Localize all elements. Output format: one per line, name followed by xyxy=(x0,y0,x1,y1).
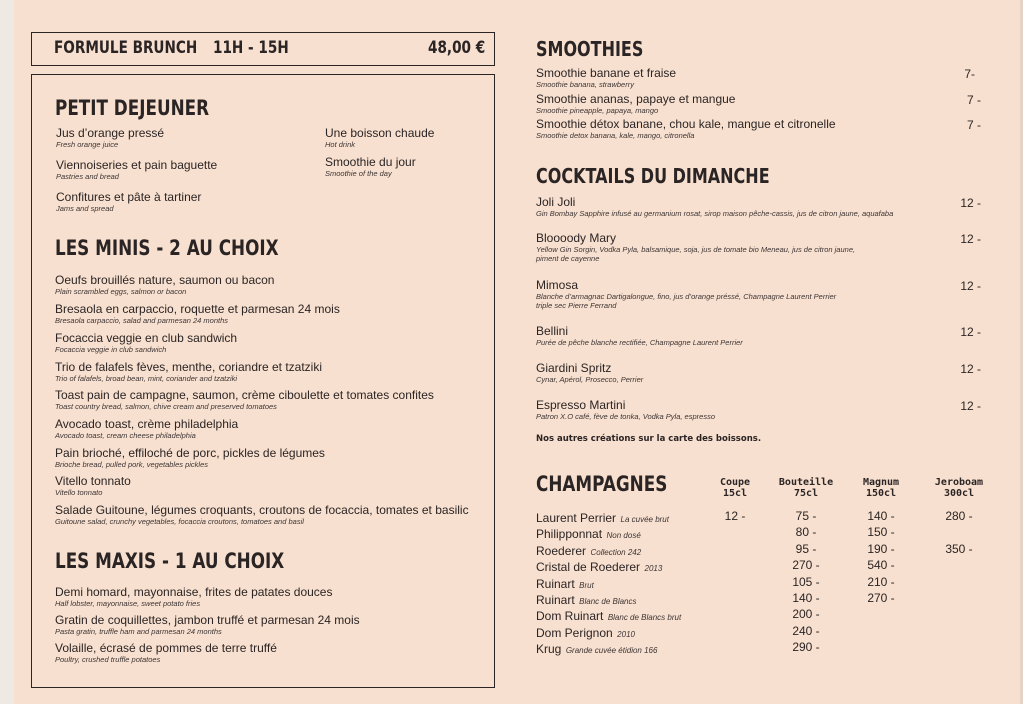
item-name: Smoothie ananas, papaye et mangue xyxy=(536,92,736,106)
champagne-name: Roederer xyxy=(536,543,587,558)
item-name: Joli Joli xyxy=(536,195,576,209)
champagne-qualifier: 2010 xyxy=(617,629,635,639)
item-price: 12 - xyxy=(960,232,981,246)
item-translation: Smoothie detox banana, kale, mango, citronella xyxy=(536,131,695,140)
minis-list xyxy=(55,274,469,533)
item-translation: Yellow Gin Sorgin, Vodka Pyla, balsamique, soja, jus de tomate bio Meneau, jus de citron jaune, xyxy=(536,245,856,254)
formule-hours-wrap xyxy=(213,38,308,58)
price-coupe: 12 - xyxy=(724,509,746,523)
minis-title-wrap xyxy=(55,236,334,260)
champagne-qualifier: Blanc de Blancs brut xyxy=(607,613,682,623)
champagne-qualifier: Collection 242 xyxy=(590,547,642,557)
petit-dejeuner-right-0 xyxy=(325,127,434,149)
table-row xyxy=(536,607,996,623)
cocktail-bellini xyxy=(536,325,981,347)
smoothies-list xyxy=(536,67,981,143)
item-translation: Purée de pêche blanche rectifiée, Champagne Laurent Perrier xyxy=(536,338,743,347)
item-translation: Brioche bread, pulled pork, vegetables pickles xyxy=(55,460,209,469)
champagnes-title: CHAMPAGNES xyxy=(536,472,668,496)
item-name: Viennoiseries et pain baguette xyxy=(56,158,218,172)
item-translation: Pasta gratin, truffle ham and parmesan 24 months xyxy=(55,627,222,636)
item-name: Oeufs brouillés nature, saumon ou bacon xyxy=(55,273,275,287)
champagne-qualifier: Non dosé xyxy=(606,531,641,541)
item-name: Giardini Spritz xyxy=(536,361,612,375)
price-magnum: 140 - xyxy=(867,509,895,523)
item-name: Volaille, écrasé de pommes de terre truffé xyxy=(55,641,277,655)
price-bouteille: 200 - xyxy=(792,607,820,622)
menu-item xyxy=(55,642,360,670)
menu-item xyxy=(55,332,469,361)
cocktail-espresso-martini xyxy=(536,399,981,421)
item-price: 7 - xyxy=(966,118,981,132)
col-head-coupe xyxy=(710,477,760,499)
cocktail-bloody-mary xyxy=(536,232,981,263)
petit-dejeuner-title: PETIT DEJEUNER xyxy=(55,96,210,120)
table-row xyxy=(536,509,996,525)
item-translation: Half lobster, mayonnaise, sweet potato fries xyxy=(55,599,201,608)
petit-dejeuner-right-1 xyxy=(325,156,416,178)
menu-item xyxy=(55,614,360,642)
champagne-name: Philipponnat xyxy=(536,527,603,542)
item-price: 7- xyxy=(964,67,975,81)
menu-item xyxy=(55,475,469,504)
menu-item xyxy=(536,118,981,143)
price-bouteille: 105 - xyxy=(792,574,820,589)
item-name: Mimosa xyxy=(536,278,579,292)
formule-title-wrap xyxy=(54,38,233,58)
item-translation: Avocado toast, cream cheese philadelphia xyxy=(55,431,196,440)
cocktails-title: COCKTAILS DU DIMANCHE xyxy=(536,164,770,188)
price-jeroboam: 350 - xyxy=(945,541,973,556)
champagne-qualifier: 2013 xyxy=(644,564,663,574)
champagne-qualifier: Blanc de Blancs xyxy=(579,596,637,606)
price-bouteille: 270 - xyxy=(792,558,820,573)
item-name: Jus d’orange pressé xyxy=(56,126,165,140)
item-translation: piment de cayenne xyxy=(536,254,600,263)
item-translation: Gin Bombay Sapphire infusé au germanium rosat, sirop maison pêche-cassis, jus de citron jaune, aquafaba xyxy=(536,209,894,218)
item-translation: Cynar, Apérol, Prosecco, Perrier xyxy=(536,375,644,384)
menu-item xyxy=(55,274,469,303)
cocktail-mimosa xyxy=(536,279,981,310)
formule-price: 48,00 € xyxy=(428,38,486,58)
champagne-name: Cristal de Roederer xyxy=(536,560,641,575)
table-row xyxy=(536,624,996,640)
col-head-label: Coupe xyxy=(719,477,751,488)
item-translation: Fresh orange juice xyxy=(56,140,119,149)
item-translation: Jams and spread xyxy=(56,204,114,213)
col-head-jeroboam xyxy=(925,477,993,499)
cocktail-giardini-spritz xyxy=(536,362,981,384)
menu-item xyxy=(55,303,469,332)
maxis-title-wrap xyxy=(55,549,342,573)
item-price: 7 - xyxy=(966,93,981,107)
item-price: 12 - xyxy=(960,399,981,413)
table-row xyxy=(536,575,996,591)
price-magnum: 210 - xyxy=(867,574,895,589)
item-price: 12 - xyxy=(960,196,981,210)
price-bouteille: 95 - xyxy=(795,541,817,556)
menu-item xyxy=(55,447,469,475)
menu-item xyxy=(55,418,469,447)
item-name: Avocado toast, crème philadelphia xyxy=(55,417,239,431)
item-name: Bellini xyxy=(536,324,569,338)
price-magnum: 540 - xyxy=(867,558,895,573)
col-head-bouteille xyxy=(773,477,839,499)
item-name: Smoothie du jour xyxy=(325,155,416,169)
item-name: Gratin de coquillettes, jambon truffé et parmesan 24 mois xyxy=(55,613,360,627)
item-translation: Focaccia veggie in club sandwich xyxy=(55,345,167,354)
item-name: Smoothie détox banane, chou kale, mangue et citronelle xyxy=(536,117,836,131)
champagne-qualifier: Brut xyxy=(579,580,594,590)
champagne-qualifier: La cuvée brut xyxy=(620,515,669,524)
col-head-size: 15cl xyxy=(722,488,748,499)
menu-item xyxy=(55,361,469,389)
petit-dejeuner-left-2 xyxy=(56,191,201,213)
table-row xyxy=(536,640,996,656)
item-price: 12 - xyxy=(960,362,981,376)
menu-item xyxy=(55,586,360,614)
col-head-size: 300cl xyxy=(943,488,975,499)
item-name: Toast pain de campagne, saumon, crème ciboulette et tomates confites xyxy=(55,388,434,402)
price-magnum: 150 - xyxy=(867,525,895,540)
cocktails-note: Nos autres créations sur la carte des boissons. xyxy=(536,434,762,444)
petit-dejeuner-left-0 xyxy=(56,127,164,149)
champagne-name: Laurent Perrier xyxy=(536,511,617,525)
formule-hours: 11H - 15H xyxy=(213,38,289,58)
item-translation: Hot drink xyxy=(325,140,356,149)
col-head-size: 75cl xyxy=(793,488,819,499)
maxis-title: LES MAXIS - 1 AU CHOIX xyxy=(55,549,285,573)
table-row xyxy=(536,542,996,558)
item-name: Smoothie banane et fraise xyxy=(536,66,677,80)
item-name: Focaccia veggie en club sandwich xyxy=(55,331,238,345)
smoothies-title: SMOOTHIES xyxy=(536,37,644,61)
item-translation: Patron X.O café, fève de tonka, Vodka Pyla, espresso xyxy=(536,412,715,421)
menu-item xyxy=(55,389,469,418)
col-head-label: Bouteille xyxy=(778,477,834,488)
item-name: Espresso Martini xyxy=(536,398,626,412)
item-translation: Poultry, crushed truffle potatoes xyxy=(55,655,161,664)
item-price: 12 - xyxy=(960,279,981,293)
item-translation: Guitoune salad, crunchy vegetables, focaccia croutons, tomatoes and basil xyxy=(55,517,304,526)
item-name: Pain brioché, effiloché de porc, pickles de légumes xyxy=(55,446,325,460)
champagne-name: Ruinart xyxy=(536,576,575,591)
champagne-table xyxy=(536,509,996,657)
item-name: Trio de falafels fèves, menthe, coriandre et tzatziki xyxy=(55,360,323,374)
item-name: Vitello tonnato xyxy=(55,474,131,488)
item-name: Confitures et pâte à tartiner xyxy=(56,190,202,204)
item-translation: Plain scrambled eggs, salmon or bacon xyxy=(55,287,187,296)
item-translation: Pastries and bread xyxy=(56,172,119,181)
item-name: Une boisson chaude xyxy=(325,126,435,140)
cocktail-joli-joli xyxy=(536,196,981,218)
item-translation: triple sec Pierre Ferrand xyxy=(536,301,617,310)
item-name: Bresaola en carpaccio, roquette et parmesan 24 mois xyxy=(55,302,340,316)
item-translation: Trio of falafels, broad bean, mint, coriander and tzatziki xyxy=(55,374,238,383)
page-left-margin xyxy=(0,0,14,704)
table-row xyxy=(536,525,996,541)
col-head-label: Magnum xyxy=(862,477,900,488)
petit-dejeuner-title-wrap xyxy=(55,96,248,120)
champagnes-title-wrap xyxy=(536,472,700,496)
item-translation: Bresaola carpaccio, salad and parmesan 24 months xyxy=(55,316,229,325)
menu-item xyxy=(536,67,981,93)
minis-title: LES MINIS - 2 AU CHOIX xyxy=(55,236,279,260)
price-bouteille: 75 - xyxy=(795,509,817,523)
maxis-list xyxy=(55,586,360,670)
champagne-name: Dom Perignon xyxy=(536,625,613,640)
col-head-size: 150cl xyxy=(865,488,897,499)
item-translation: Vitello tonnato xyxy=(55,488,103,497)
menu-item xyxy=(536,93,981,118)
item-name: Demi homard, mayonnaise, frites de patates douces xyxy=(55,585,333,599)
price-bouteille: 140 - xyxy=(792,590,820,605)
price-bouteille: 240 - xyxy=(792,623,820,638)
price-magnum: 190 - xyxy=(867,541,895,556)
item-name: Salade Guitoune, légumes croquants, croutons de focaccia, tomates et basilic xyxy=(55,503,469,517)
cocktails-title-wrap xyxy=(536,164,828,188)
item-translation: Smoothie banana, strawberry xyxy=(536,80,634,89)
table-row xyxy=(536,591,996,607)
champagne-name: Ruinart xyxy=(536,592,575,607)
item-price: 12 - xyxy=(960,325,981,339)
col-head-magnum xyxy=(851,477,911,499)
item-translation: Smoothie of the day xyxy=(325,169,392,178)
champagne-name: Krug xyxy=(536,642,562,657)
champagne-qualifier: Grande cuvée étidion 166 xyxy=(565,646,658,656)
price-magnum: 270 - xyxy=(867,590,895,605)
price-bouteille: 290 - xyxy=(792,640,820,655)
item-name: Bloooody Mary xyxy=(536,231,617,245)
price-jeroboam: 280 - xyxy=(945,509,973,523)
formule-title: FORMULE BRUNCH xyxy=(54,38,198,58)
item-translation: Blanche d’armagnac Dartigalongue, fino, jus d’orange préssé, Champagne Laurent Perrier xyxy=(536,292,837,301)
smoothies-title-wrap xyxy=(536,37,670,61)
price-bouteille: 80 - xyxy=(795,525,817,540)
champagne-name: Dom Ruinart xyxy=(536,609,604,624)
col-head-label: Jeroboam xyxy=(934,477,984,488)
formule-price-wrap xyxy=(428,38,500,58)
petit-dejeuner-left-1 xyxy=(56,159,217,181)
item-translation: Toast country bread, salmon, chive cream and preserved tomatoes xyxy=(55,402,277,411)
menu-item xyxy=(55,504,469,533)
item-translation: Smoothie pineapple, papaya, mango xyxy=(536,106,659,115)
table-row xyxy=(536,558,996,574)
